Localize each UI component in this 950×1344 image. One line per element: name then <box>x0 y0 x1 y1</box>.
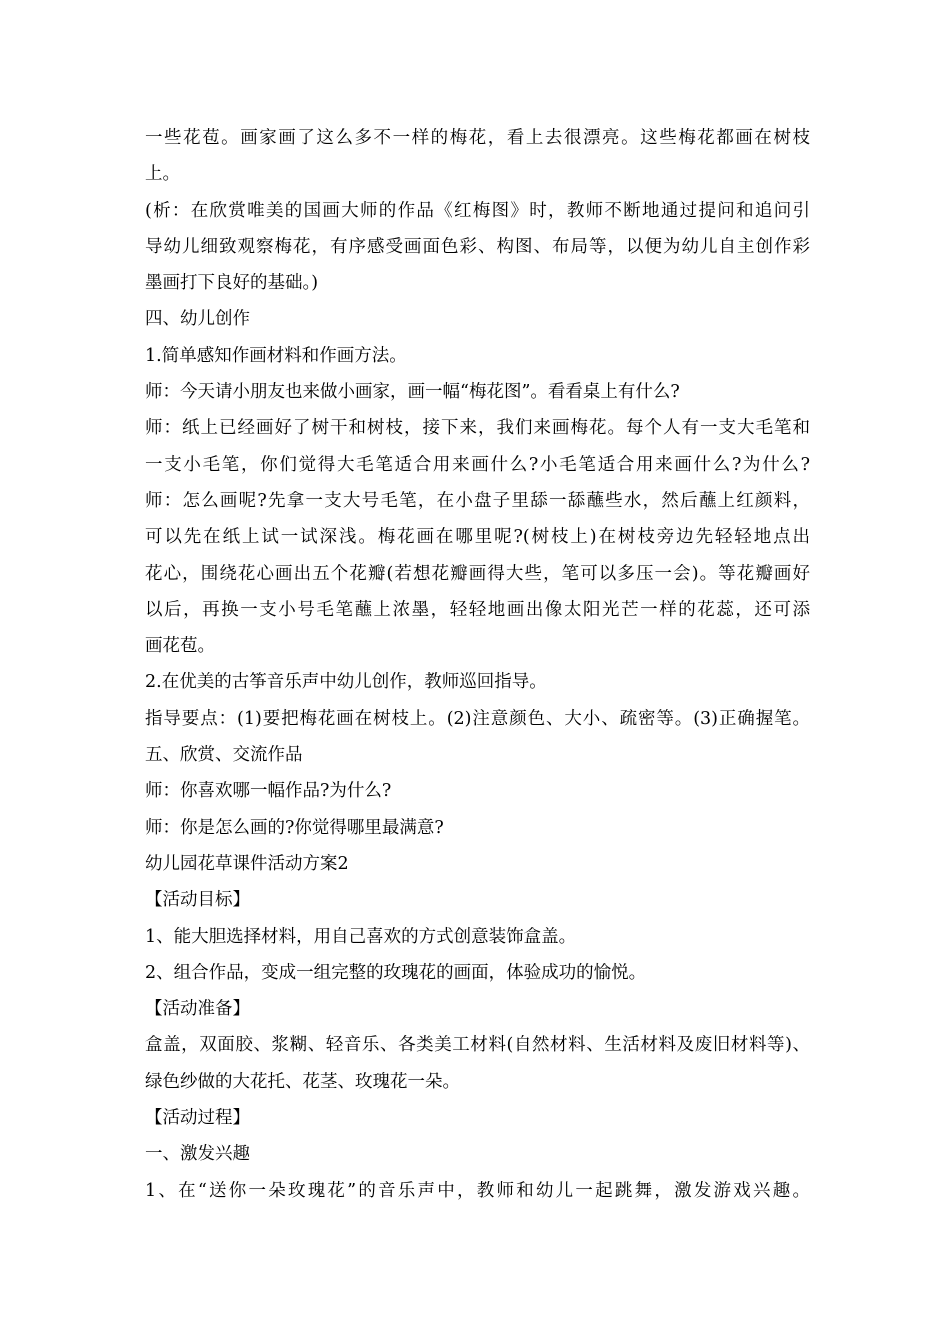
text-line: 1、能大胆选择材料，用自己喜欢的方式创意装饰盒盖。 <box>145 926 577 947</box>
text-line: 师：怎么画呢?先拿一支大号毛笔，在小盘子里舔一舔蘸些水，然后蘸上红颜料， <box>145 490 810 511</box>
text-line: 五、欣赏、交流作品 <box>145 745 303 766</box>
text-line: 【活动目标】 <box>145 890 250 911</box>
text-line: 一些花苞。画家画了这么多不一样的梅花，看上去很漂亮。这些梅花都画在树枝 <box>145 128 810 148</box>
text-line: 上。 <box>145 164 180 185</box>
text-line: 画花苞。 <box>145 636 215 657</box>
text-line: 花心，围绕花心画出五个花瓣(若想花瓣画得大些，笔可以多压一会)。等花瓣画好 <box>145 563 810 584</box>
text-line: 一支小毛笔，你们觉得大毛笔适合用来画什么?小毛笔适合用来画什么?为什么? <box>145 454 810 475</box>
text-line: 导幼儿细致观察梅花，有序感受画面色彩、构图、布局等，以便为幼儿自主创作彩 <box>145 236 810 257</box>
text-line: 绿色纱做的大花托、花茎、玫瑰花一朵。 <box>145 1071 460 1092</box>
text-line: 师：你是怎么画的?你觉得哪里最满意? <box>145 817 444 838</box>
text-line: 1.简单感知作画材料和作画方法。 <box>145 345 407 366</box>
text-line: 2、组合作品，变成一组完整的玫瑰花的画面，体验成功的愉悦。 <box>145 962 647 983</box>
text-line: 一、激发兴趣 <box>145 1144 250 1165</box>
text-line: 以后，再换一支小号毛笔蘸上浓墨，轻轻地画出像太阳光芒一样的花蕊，还可添 <box>145 599 810 620</box>
text-line: 幼儿园花草课件活动方案2 <box>145 853 349 874</box>
text-line: 四、幼儿创作 <box>145 309 250 330</box>
text-line: 【活动过程】 <box>145 1108 250 1129</box>
text-line: 师：今天请小朋友也来做小画家，画一幅“梅花图”。看看桌上有什么? <box>145 382 680 403</box>
text-line: 师：纸上已经画好了树干和树枝，接下来，我们来画梅花。每个人有一支大毛笔和 <box>145 418 810 439</box>
text-line: 可以先在纸上试一试深浅。梅花画在哪里呢?(树枝上)在树枝旁边先轻轻地点出 <box>145 527 810 548</box>
text-line: 2.在优美的古筝音乐声中幼儿创作，教师巡回指导。 <box>145 672 547 693</box>
text-line: 师：你喜欢哪一幅作品?为什么? <box>145 781 392 802</box>
text-line: (析：在欣赏唯美的国画大师的作品《红梅图》时，教师不断地通过提问和追问引 <box>145 200 810 221</box>
document-page <box>145 120 810 1209</box>
text-line: 盒盖，双面胶、浆糊、轻音乐、各类美工材料(自然材料、生活材料及废旧材料等)、 <box>145 1035 810 1056</box>
text-line: 墨画打下良好的基础。) <box>145 273 319 294</box>
text-line: 指导要点：(1)要把梅花画在树枝上。(2)注意颜色、大小、疏密等。(3)正确握笔。 <box>145 708 810 729</box>
text-line: 【活动准备】 <box>145 999 250 1020</box>
text-line: 1、在“送你一朵玫瑰花”的音乐声中，教师和幼儿一起跳舞，激发游戏兴趣。 <box>145 1180 810 1201</box>
